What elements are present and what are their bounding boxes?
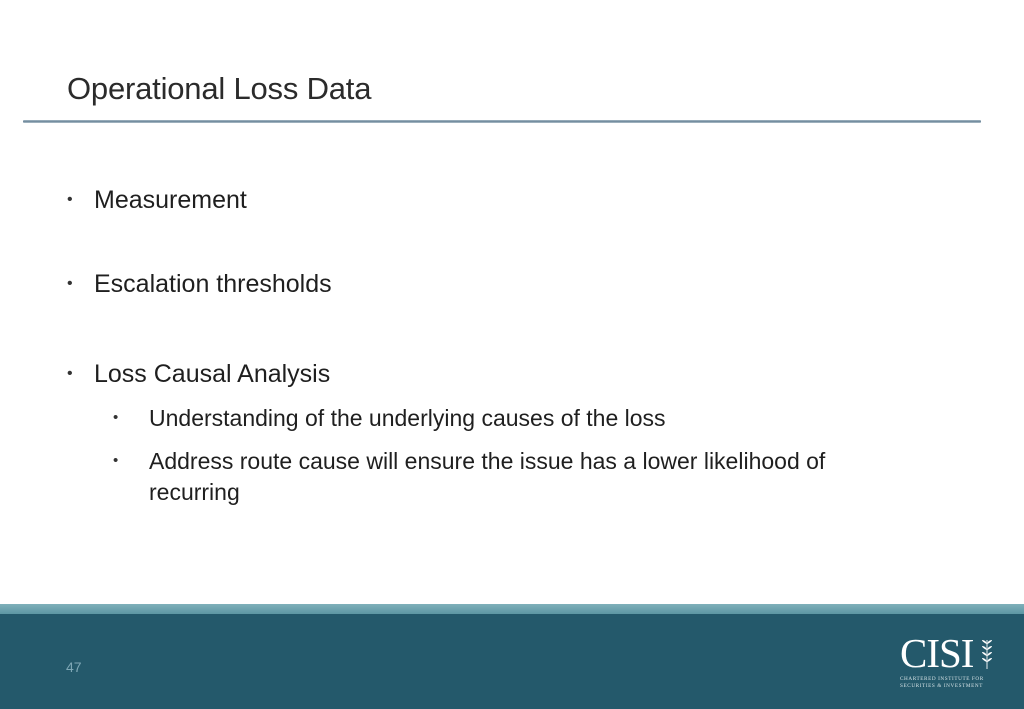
slide-title: Operational Loss Data bbox=[67, 71, 372, 106]
logo-wordmark: CISI bbox=[900, 630, 974, 676]
cisi-logo bbox=[898, 632, 998, 690]
sub-bullet-text: Address route cause will ensure the issue has a lower likelihood of recurring bbox=[149, 448, 826, 505]
bullet-marker: • bbox=[113, 452, 119, 469]
sub-bullet-item bbox=[113, 446, 869, 508]
bullet-text: Loss Causal Analysis bbox=[94, 360, 331, 388]
bullet-text: Measurement bbox=[94, 186, 247, 214]
bullet-text: Escalation thresholds bbox=[94, 270, 332, 298]
logo-tagline-line: CHARTERED INSTITUTE FOR bbox=[900, 676, 984, 682]
page-number: 47 bbox=[66, 659, 82, 675]
bullet-marker: • bbox=[67, 275, 73, 292]
bullet-item bbox=[67, 358, 330, 390]
footer-accent-stripe bbox=[0, 604, 1024, 614]
logo-tagline-line: SECURITIES & INVESTMENT bbox=[900, 682, 983, 689]
bullet-marker: • bbox=[67, 191, 73, 208]
sub-bullet-text: Understanding of the underlying causes of the loss bbox=[149, 405, 666, 431]
bullet-marker: • bbox=[113, 409, 119, 426]
sub-bullet-item bbox=[113, 403, 869, 434]
footer-band bbox=[0, 604, 1024, 709]
bullet-item bbox=[67, 268, 332, 300]
bullet-marker: • bbox=[67, 365, 73, 382]
bullet-item bbox=[67, 184, 247, 216]
logo-tagline bbox=[900, 676, 998, 689]
title-divider bbox=[23, 120, 981, 123]
leaf-icon bbox=[980, 638, 994, 670]
